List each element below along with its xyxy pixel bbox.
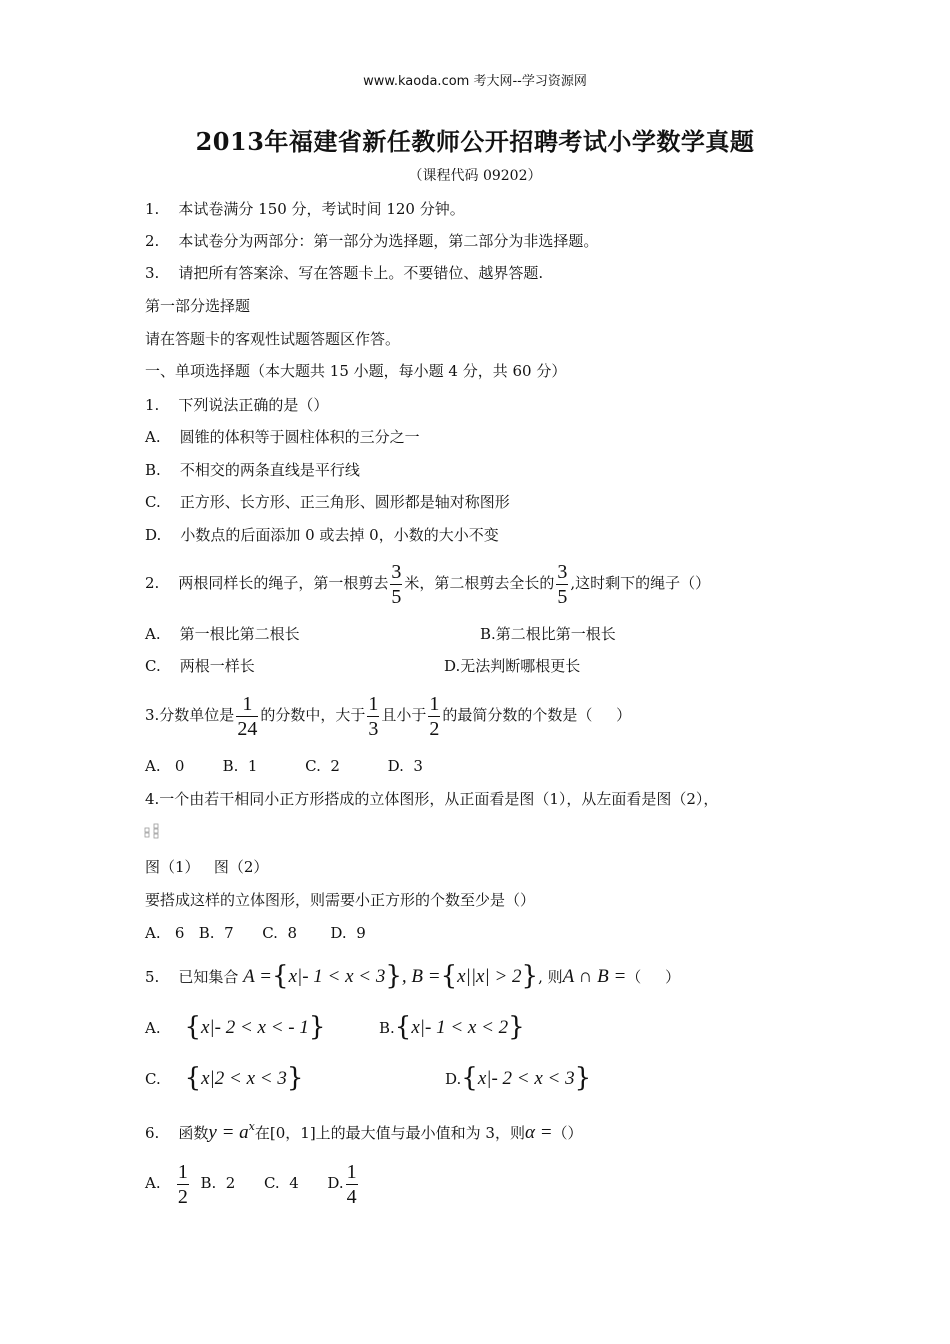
right-brace: } [574,1063,592,1093]
question-2-option-c: C. 两根一样长 [145,657,255,675]
question-2-option-a: A. 第一根比第二根长 [145,625,300,643]
fraction [390,562,402,607]
right-brace: } [385,961,402,991]
part-heading: 第一部分选择题 [145,297,251,315]
question-2-text-1: 2. 两根同样长的绳子，第一根剪去 [145,574,389,592]
question-4-figure-labels: 图（1） 图（2） [145,858,269,876]
question-5-option-c [145,1063,303,1094]
set-b-label: , B = [401,966,441,987]
question-3-text-1: 3.分数单位是 [145,706,235,724]
question-4-ask: 要搭成这样的立体图形，则需要小正方形的个数至少是（） [145,891,536,909]
question-6-text-1: 6. 函数 [145,1124,209,1142]
question-4-options: A. 6 B. 7 C. 8 D. 9 [145,924,366,942]
fraction [556,562,568,607]
section-heading: 一、单项选择题（本大题共 15 小题，每小题 4 分，共 60 分） [145,362,567,380]
denominator: 2 [429,717,440,740]
option-label: A. [145,1174,161,1192]
question-2-text-2: 米，第二根剪去全长的 [404,574,555,592]
right-brace: } [308,1012,326,1042]
alpha-symbol: α = [524,1122,553,1143]
set-b-body: x||x| > 2 [457,966,522,987]
options-middle: B. 2 C. 4 D. [200,1174,344,1192]
instruction-1: 1. 本试卷满分 150 分，考试时间 120 分钟。 [145,200,465,218]
numerator: 1 [368,692,379,715]
fraction [428,694,440,739]
question-4-stem: 4.一个由若干相同小正方形搭成的立体图形，从正面看是图（1），从左面看是图（2）， [145,790,719,808]
question-1-option-c: C. 正方形、长方形、正三角形、圆形都是轴对称图形 [145,493,510,511]
cube-views-figure [144,822,162,840]
question-5-option-d [445,1063,591,1094]
numerator: 1 [346,1160,357,1183]
left-brace: { [440,961,458,991]
fraction [236,694,258,739]
question-3-text-2: 的分数中，大于 [260,706,366,724]
function-expression: y = a [208,1122,249,1143]
left-brace: { [272,961,289,991]
question-5-text-3: （ ） [626,968,681,986]
intersection-expression: A ∩ B = [562,966,627,987]
numerator: 1 [236,694,258,717]
question-3-options: A. 0 B. 1 C. 2 D. 3 [145,757,423,775]
denominator: 5 [391,585,402,608]
option-set: x|- 2 < x < 3 [477,1068,575,1089]
question-1-stem: 1. 下列说法正确的是（） [145,396,329,414]
option-label: B. [379,1019,395,1037]
question-6-text-2: 在[0，1]上的最大值与最小值和为 3，则 [254,1124,525,1142]
option-set: x|- 2 < x < - 1 [201,1017,309,1038]
right-brace: } [521,961,539,991]
question-2-text-3: ,这时剩下的绳子（） [570,574,711,592]
question-5-stem [145,961,680,992]
question-1-option-b: B. 不相交的两条直线是平行线 [145,461,360,479]
option-label: D. [445,1070,462,1088]
left-brace: { [394,1012,412,1042]
option-label: C. [145,1070,161,1088]
right-brace: } [508,1012,525,1042]
page-title: 2013年福建省新任教师公开招聘考试小学数学真题 [195,127,755,156]
course-code: （课程代码 09202） [408,168,542,184]
option-label: A. [145,1019,161,1037]
part-note: 请在答题卡的客观性试题答题区作答。 [145,330,401,348]
question-3-stem [145,692,631,739]
set-a-body: x|- 1 < x < 3 [288,966,386,987]
question-1-option-d: D. 小数点的后面添加 0 或去掉 0，小数的大小不变 [145,526,499,544]
question-5-option-b [379,1012,525,1043]
question-6-text-3: （） [552,1124,583,1142]
left-brace: { [184,1063,202,1093]
numerator: 3 [391,560,402,583]
left-brace: { [184,1012,201,1042]
option-set: x|- 1 < x < 2 [411,1017,509,1038]
numerator: 1 [177,1160,188,1183]
denominator: 4 [346,1185,357,1208]
left-brace: { [461,1063,478,1093]
instruction-3: 3. 请把所有答案涂、写在答题卡上。不要错位、越界答题. [145,264,544,282]
question-2-option-d: D.无法判断哪根更长 [444,657,581,675]
question-5-text-1: 5. 已知集合 [145,968,239,986]
fraction [177,1162,189,1207]
site-header: www.kaoda.com 考大网--学习资源网 [363,74,587,89]
option-set: x|2 < x < 3 [201,1068,287,1089]
exponent: x [248,1120,255,1133]
question-2-option-b: B.第二根比第一根长 [480,625,616,643]
question-1-option-a: A. 圆锥的体积等于圆柱体积的三分之一 [145,428,420,446]
fraction [367,694,379,739]
question-3-text-4: 的最简分数的个数是（ ） [442,706,632,724]
question-5-option-a [145,1012,325,1043]
set-a-label: A = [243,966,273,987]
question-6-options [145,1160,360,1207]
denominator: 24 [237,717,258,740]
question-2-stem [145,560,710,607]
numerator: 3 [557,560,568,583]
question-5-text-2: , 则 [538,968,563,986]
numerator: 1 [429,692,440,715]
question-6-stem [145,1112,583,1148]
denominator: 2 [177,1185,188,1208]
denominator: 5 [557,585,568,608]
instruction-2: 2. 本试卷分为两部分：第一部分为选择题，第二部分为非选择题。 [145,232,599,250]
fraction [346,1162,358,1207]
denominator: 3 [368,717,379,740]
right-brace: } [286,1063,304,1093]
question-3-text-3: 且小于 [381,706,427,724]
